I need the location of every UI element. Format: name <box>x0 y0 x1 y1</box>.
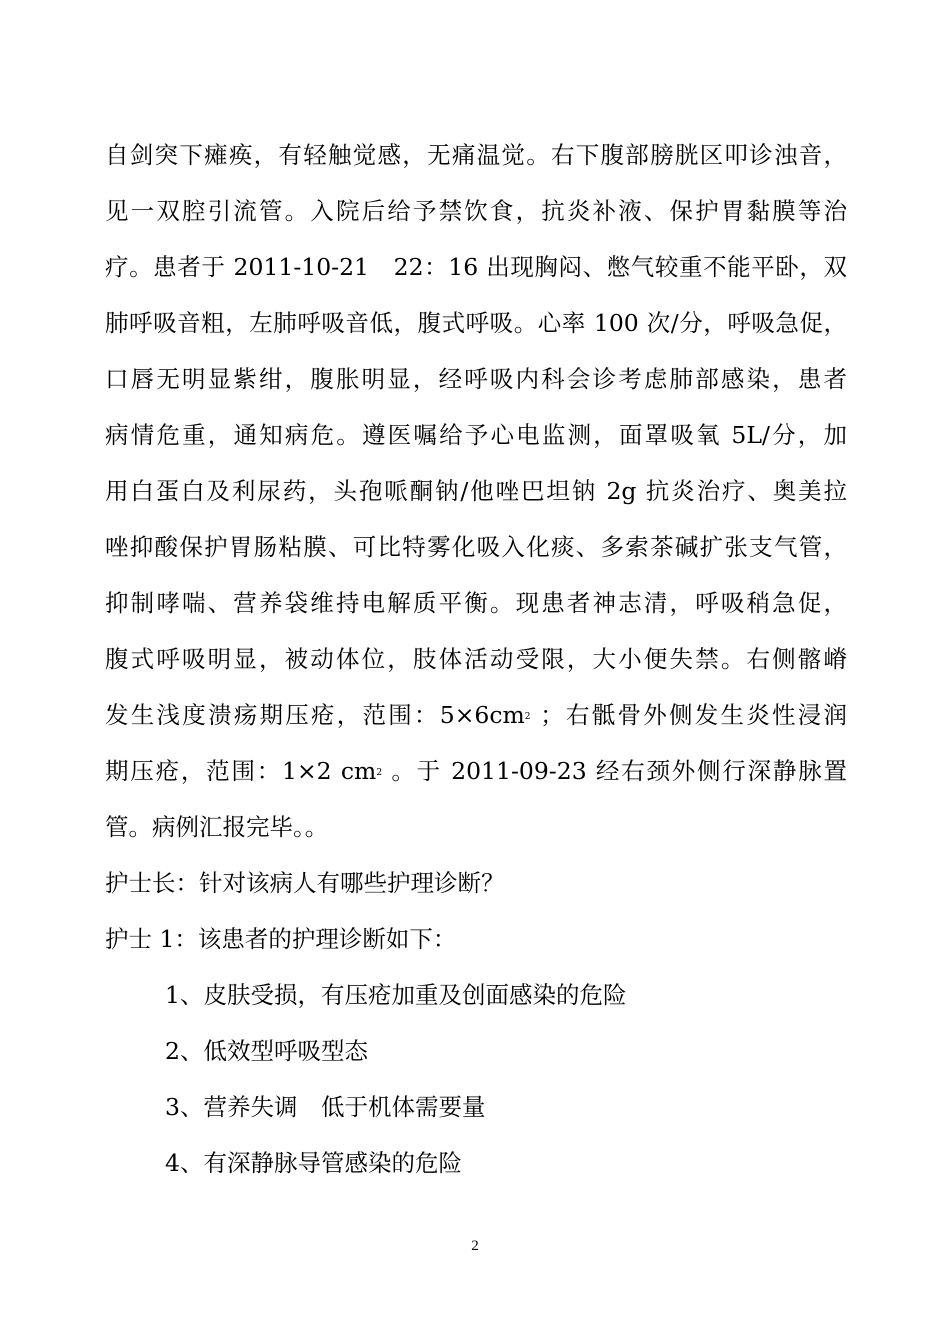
case-line-10: 腹式呼吸明显，被动体位，肢体活动受限，大小便失禁。右侧髂嵴 <box>105 645 847 673</box>
case-line-9: 抑制哮喘、营养袋维持电解质平衡。现患者神志清，呼吸稍急促， <box>105 589 847 617</box>
closing-line: 管。病例汇报完毕。。 <box>105 813 329 841</box>
wound-line-1 <box>105 700 847 730</box>
diagnosis-item-2: 2、低效型呼吸型态 <box>165 1037 368 1065</box>
case-line-3: 疗。患者于 2011-10-21 22：16 出现胸闷、憋气较重不能平卧，双 <box>105 253 847 281</box>
case-line-6: 病情危重，通知病危。遵医嘱给予心电监测，面罩吸氧 5L/分，加 <box>105 421 847 449</box>
page-number: 2 <box>471 1238 479 1254</box>
case-line-5: 口唇无明显紫绀，腹胀明显，经呼吸内科会诊考虑肺部感染，患者 <box>105 365 847 393</box>
case-line-2: 见一双腔引流管。入院后给予禁饮食，抗炎补液、保护胃黏膜等治 <box>105 197 847 225</box>
head-nurse-question: 护士长：针对该病人有哪些护理诊断？ <box>105 869 505 897</box>
wound-line-2-text: 期压疮，范围：1×2 cm <box>105 757 377 785</box>
nurse-answer-intro: 护士 1：该患者的护理诊断如下： <box>105 925 457 953</box>
wound-line-2 <box>105 756 847 786</box>
case-line-4: 肺呼吸音粗，左肺呼吸音低，腹式呼吸。心率 100 次/分，呼吸急促， <box>105 309 847 337</box>
diagnosis-item-3: 3、营养失调 低于机体需要量 <box>165 1093 486 1121</box>
wound-line-2-text-end: 。于 2011-09-23 经右颈外侧行深静脉置 <box>382 757 848 785</box>
case-line-1: 自剑突下瘫痪，有轻触觉感，无痛温觉。右下腹部膀胱区叩诊浊音， <box>105 141 847 169</box>
case-line-7: 用白蛋白及利尿药，头孢哌酮钠/他唑巴坦钠 2g 抗炎治疗、奥美拉 <box>105 477 847 505</box>
wound-line-2-superscript: 2 <box>376 768 383 778</box>
case-line-8: 唑抑酸保护胃肠粘膜、可比特雾化吸入化痰、多索茶碱扩张支气管， <box>105 533 847 561</box>
wound-line-1-superscript: 2 <box>524 712 531 722</box>
wound-line-1-text-end: ；右骶骨外侧发生炎性浸润 <box>530 701 847 729</box>
wound-line-1-text: 发生浅度溃疡期压疮，范围：5×6cm <box>105 701 525 729</box>
diagnosis-item-4: 4、有深静脉导管感染的危险 <box>165 1149 462 1177</box>
diagnosis-item-1: 1、皮肤受损，有压疮加重及创面感染的危险 <box>165 981 627 1009</box>
